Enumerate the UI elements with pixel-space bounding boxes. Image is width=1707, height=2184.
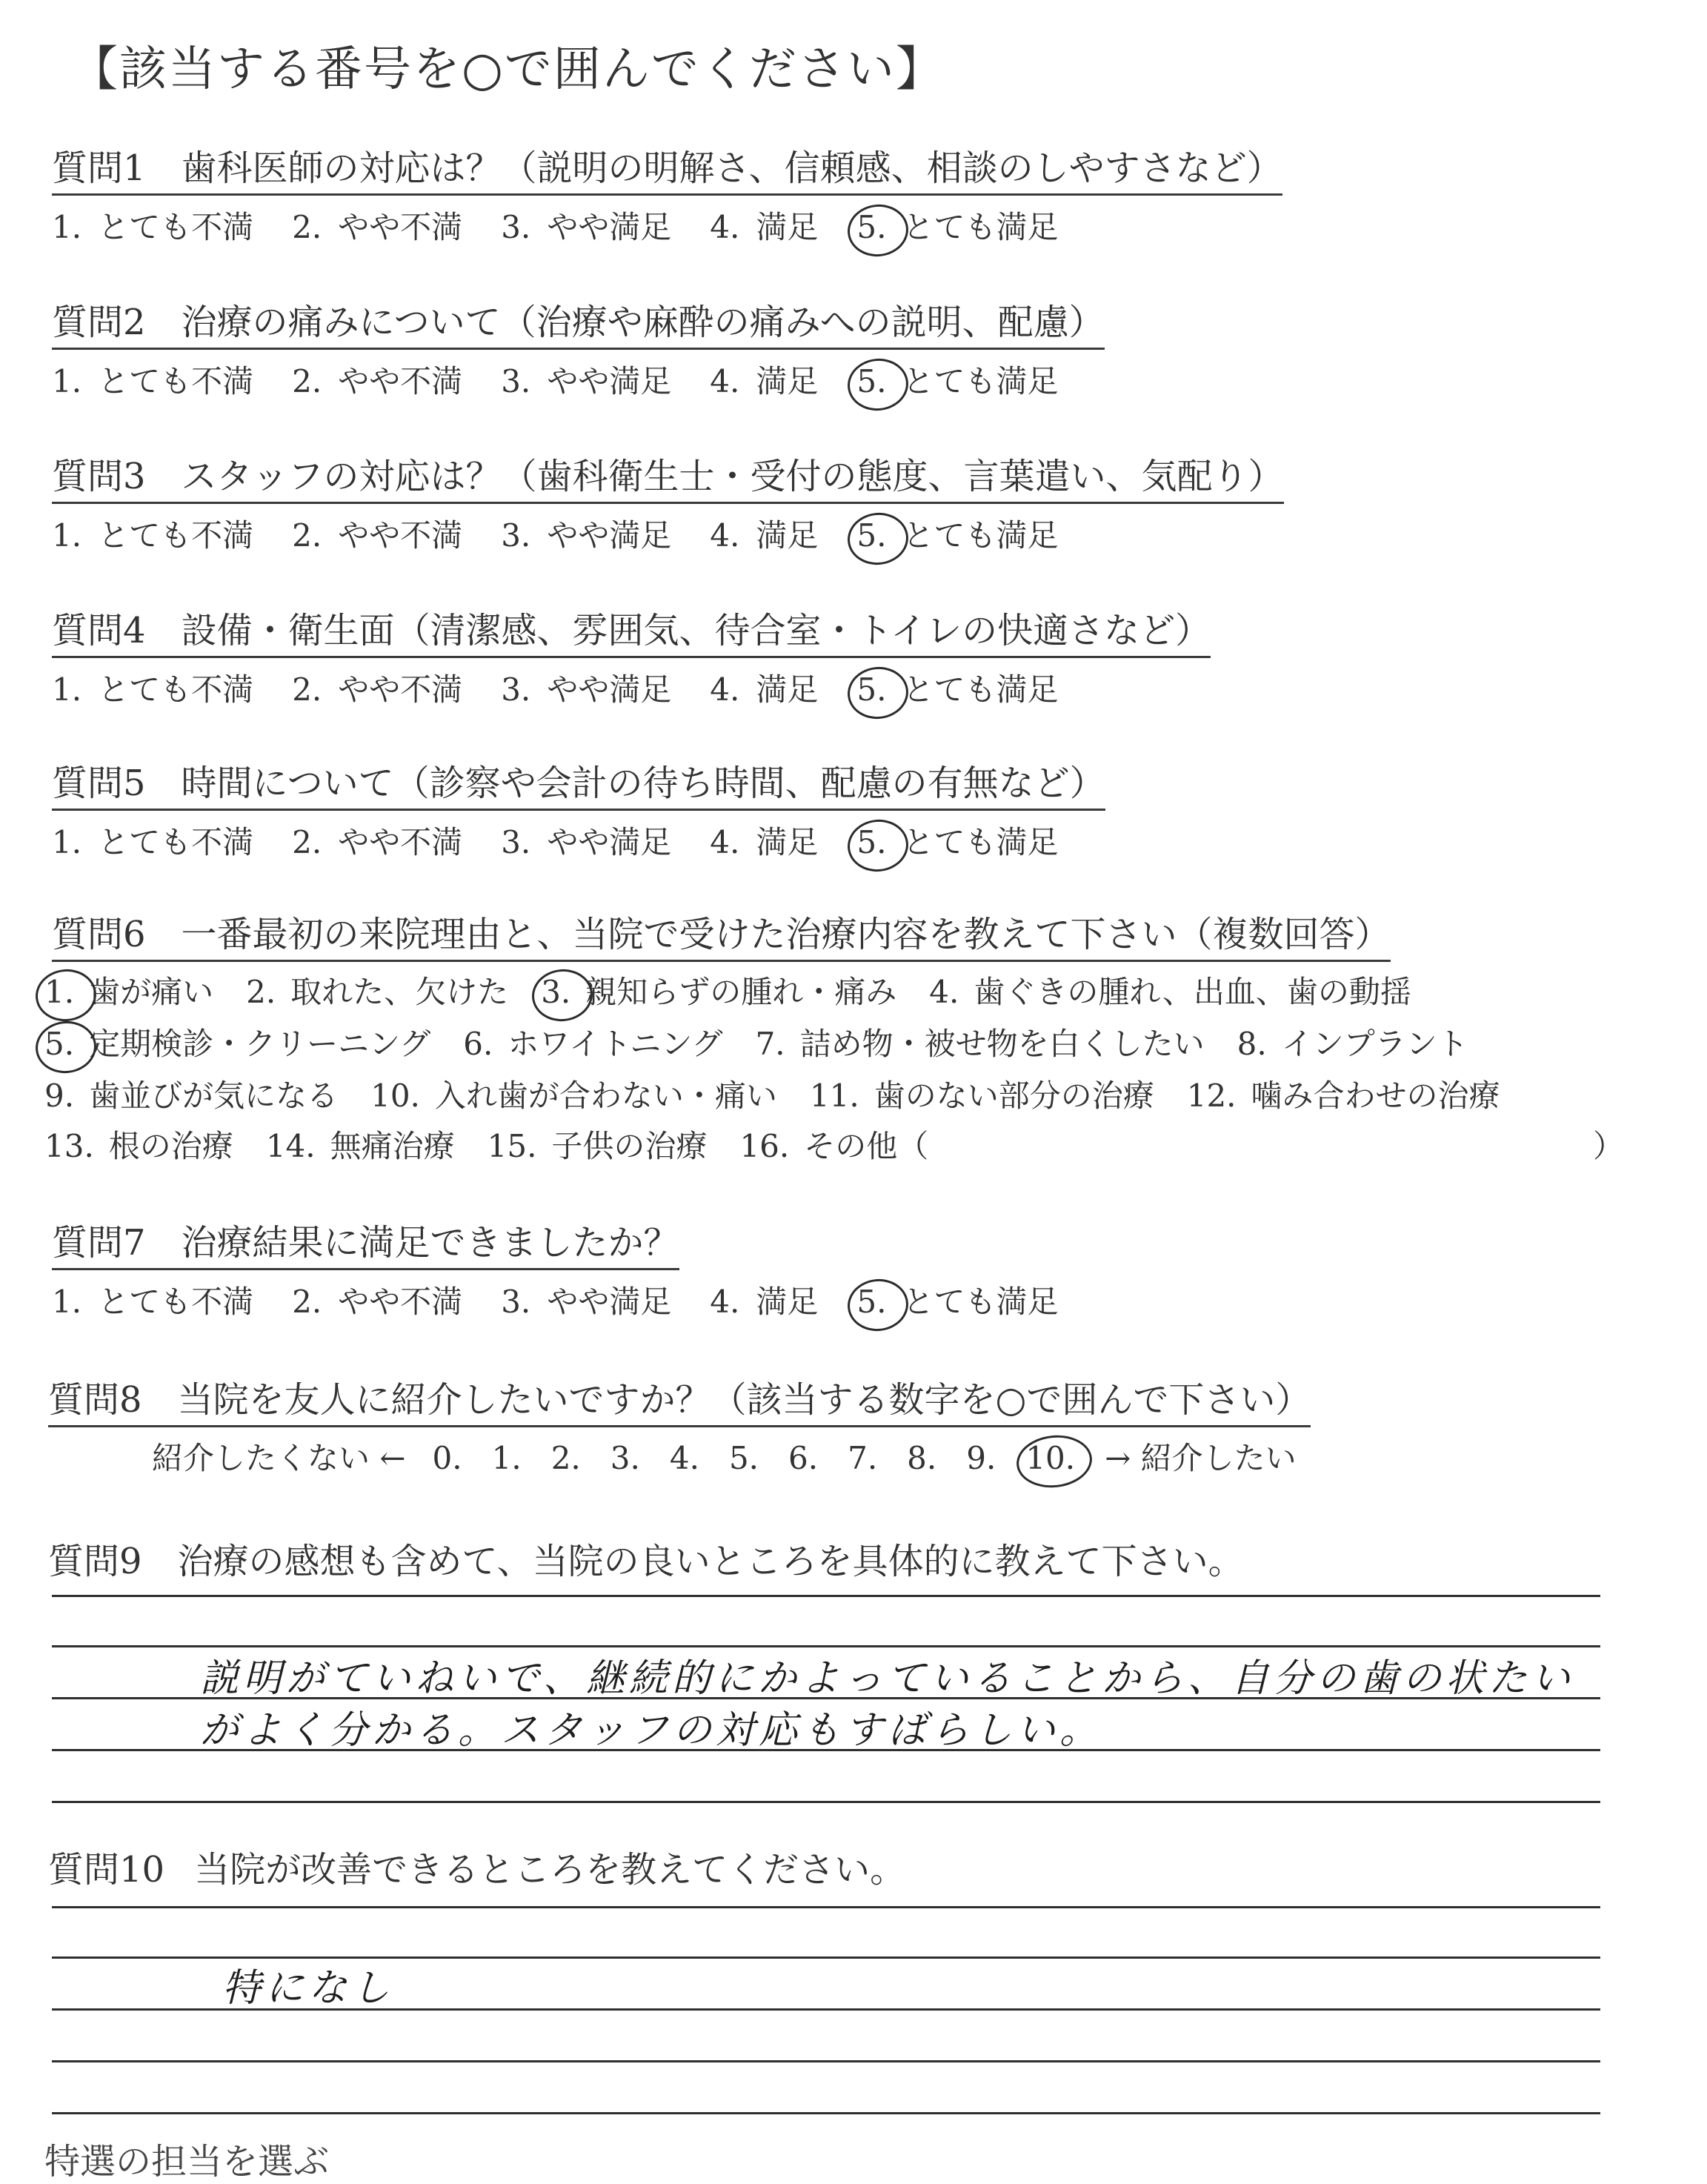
q5-label: 質問5 [52,763,146,804]
q6-option-number: 2. [246,974,276,1010]
q3-option-number: 4. [710,517,740,554]
q1-option-number: 3. [501,209,531,245]
q6-option-row [44,1020,1501,1064]
q2-label: 質問2 [52,302,146,343]
q3-option-number: 3. [501,517,531,554]
q6-option-text: 親知らずの腫れ・痛み [585,974,897,1010]
q1-option-number: 2. [292,209,322,245]
q5-text: 時間について（診察や会計の待ち時間、配慮の有無など） [181,763,1105,804]
q2-option [501,357,671,402]
q1-option-number: 1. [52,209,82,245]
q6-option [488,1122,708,1166]
q7-option [501,1278,671,1322]
q5-option-text: とても満足 [902,824,1059,860]
q6-option [739,1122,928,1166]
q8-right-label: → 紹介したい [1105,1440,1297,1476]
q8-scale-value: 8. [907,1440,937,1476]
q2-option-text: やや満足 [547,363,672,399]
q5-option-number: 5. [856,824,887,860]
q10-writing-line [52,1906,1600,1908]
q6-option-number: 12. [1186,1078,1237,1114]
q8-scale-value: 1. [491,1440,522,1476]
q8-left-label: 紹介したくない ← [152,1440,406,1476]
q9-label: 質問9 [48,1541,142,1582]
q6-option-row [44,1072,1533,1116]
q2-option-number: 2. [292,363,322,399]
q3-option-text: やや不満 [338,517,463,554]
q6-option-text: 子供の治療 [551,1128,708,1164]
q6-option-text: 歯ぐきの腫れ、出血、歯の動揺 [974,974,1411,1010]
q5-option-text: 満足 [756,824,819,860]
q5-option-number: 1. [52,824,82,860]
q6-option-number: 4. [929,974,959,1010]
q6-title [52,906,1391,962]
q6-option-number: 13. [44,1128,94,1164]
q8-label: 質問8 [48,1379,142,1421]
q6-option-number: 16. [739,1128,790,1164]
q3-option [710,511,818,556]
q5-option-text: やや満足 [547,824,672,860]
q1-option [292,203,462,248]
q6-option [44,1072,338,1116]
q1-option [710,203,818,248]
q6-option [463,1020,722,1064]
q6-option-number: 5. [44,1026,75,1062]
q1-option-text: とても不満 [98,209,254,245]
q7-option [856,1278,1058,1322]
q4-option-text: 満足 [756,671,819,708]
q6-option-number: 15. [487,1128,537,1164]
q2-options [52,357,1097,402]
q6-option-number: 3. [541,974,571,1010]
q8-scale-value: 10. [1025,1440,1076,1476]
q3-label: 質問3 [52,456,146,497]
q5-option-text: やや不満 [338,824,463,860]
q4-option-text: とても満足 [902,671,1059,708]
q1-option-number: 5. [856,209,887,245]
q10-label: 質問10 [48,1849,165,1891]
q4-options [52,666,1097,710]
q2-option [856,357,1058,402]
q6-option [1237,1020,1468,1064]
q6-option-number: 14. [265,1128,316,1164]
q1-option [501,203,671,248]
q1-option-text: とても満足 [902,209,1059,245]
q3-option-text: とても満足 [902,517,1059,554]
q9-answer-line-1: 説明がていねいで、継続的にかよっていることから、自分の歯の状たい [200,1656,1574,1701]
q8-scale-value: 5. [728,1440,759,1476]
q9-writing-line [52,1595,1600,1597]
q9-text: 治療の感想も含めて、当院の良いところを具体的に教えて下さい。 [177,1541,1244,1582]
q2-option-number: 5. [856,363,887,399]
q7-option-number: 5. [856,1284,887,1320]
q6-option-text: 無痛治療 [330,1128,455,1164]
q5-options [52,818,1097,863]
q1-text: 歯科医師の対応は？（説明の明解さ、信頼感、相談のしやすさなど） [181,147,1282,189]
q6-option [246,968,508,1012]
q5-option [501,818,671,863]
q6-option [370,1072,777,1116]
q7-option-text: やや満足 [547,1284,672,1320]
q4-option-text: やや満足 [547,671,672,708]
q8-title [48,1371,1311,1427]
q6-option-number: 6. [463,1026,493,1062]
q6-option [44,1122,233,1166]
q6-option-row [44,968,1444,1012]
q4-option-number: 5. [856,671,887,708]
q3-option [501,511,671,556]
q5-option-number: 4. [710,824,740,860]
q2-option-text: とても満足 [902,363,1059,399]
q7-option-number: 1. [52,1284,82,1320]
q2-option-text: とても不満 [98,363,254,399]
q7-option-text: とても満足 [902,1284,1059,1320]
q2-option-number: 4. [710,363,740,399]
q6-option-number: 9. [44,1078,75,1114]
q5-option-number: 2. [292,824,322,860]
q7-option-text: やや不満 [338,1284,463,1320]
q7-option-number: 4. [710,1284,740,1320]
page-title: 【該当する番号を○で囲んでください】 [70,42,945,97]
q8-scale-value: 9. [966,1440,996,1476]
q2-option-number: 3. [501,363,531,399]
q2-title [52,293,1105,350]
q8-scale-value: 7. [848,1440,878,1476]
q10-writing-line [52,2112,1600,2114]
q6-option-number: 11. [809,1078,859,1114]
q9-writing-line [52,1801,1600,1803]
q6-option [929,968,1411,1012]
q4-option-text: とても不満 [98,671,254,708]
q1-label: 質問1 [52,147,146,189]
q6-option-text: 歯が痛い [89,974,214,1010]
q7-option-text: とても不満 [98,1284,254,1320]
q3-text: スタッフの対応は？（歯科衛生士・受付の態度、言葉遣い、気配り） [181,456,1284,497]
q10-text: 当院が改善できるところを教えてください。 [194,1849,906,1891]
q6-option [266,1122,455,1166]
q2-option [710,357,818,402]
q6-option-text: 噛み合わせの治療 [1251,1078,1500,1114]
q4-text: 設備・衛生面（清潔感、雰囲気、待合室・トイレの快適さなど） [181,610,1211,651]
q6-option-text: 歯並びが気になる [89,1078,339,1114]
q6-option [756,1020,1205,1064]
q6-option-number: 8. [1237,1026,1267,1062]
q8-scale-value: 6. [788,1440,819,1476]
q4-option-number: 2. [292,671,322,708]
q5-option [292,818,462,863]
q5-title [52,754,1105,811]
q6-option-number: 10. [370,1078,420,1114]
q8-scale [433,1440,1105,1476]
q2-option-number: 1. [52,363,82,399]
q7-option [52,1278,253,1322]
q3-option-text: やや満足 [547,517,672,554]
q8-scale-value: 0. [432,1440,462,1476]
q3-option [52,511,253,556]
q3-title [52,448,1284,504]
q6-option-text: 定期検診・クリーニング [89,1026,431,1062]
q8-scale-value: 3. [610,1440,640,1476]
q6-option [44,968,213,1012]
q4-option [710,666,818,710]
q2-option [52,357,253,402]
q3-option-number: 5. [856,517,887,554]
q4-option-number: 4. [710,671,740,708]
q1-options [52,203,1097,248]
q3-option-number: 2. [292,517,322,554]
q1-option [52,203,253,248]
q3-option [856,511,1058,556]
q2-option-text: 満足 [756,363,819,399]
q1-option-number: 4. [710,209,740,245]
q4-option [292,666,462,710]
q1-option-text: やや不満 [338,209,463,245]
q6-label: 質問6 [52,914,146,955]
q5-option-text: とても不満 [98,824,254,860]
q7-title [52,1214,679,1270]
q8-scale-row [152,1434,1297,1478]
q1-option-text: 満足 [756,209,819,245]
q3-option [292,511,462,556]
q7-option [710,1278,818,1322]
q9-title [48,1533,1244,1584]
q6-option-text: 入れ歯が合わない・痛い [434,1078,777,1114]
q6-option-text: 根の治療 [108,1128,233,1164]
q4-option [52,666,253,710]
q4-option-number: 3. [501,671,531,708]
q6-option [810,1072,1154,1116]
q7-option-number: 2. [292,1284,322,1320]
q6-option [1187,1072,1500,1116]
q4-option-text: やや不満 [338,671,463,708]
q6-option-text: 取れた、欠けた [290,974,509,1010]
q6-option-text: 詰め物・被せ物を白くしたい [799,1026,1205,1062]
q4-option [856,666,1058,710]
q1-option [856,203,1058,248]
q2-option [292,357,462,402]
q4-label: 質問4 [52,610,146,651]
q6-option [541,968,896,1012]
q7-text: 治療結果に満足できましたか？ [181,1222,679,1264]
q7-option-number: 3. [501,1284,531,1320]
q6-option-text: インプラント [1281,1026,1468,1062]
q5-option [710,818,818,863]
q4-option-number: 1. [52,671,82,708]
q1-option-text: やや満足 [547,209,672,245]
q10-title [48,1841,905,1892]
bottom-cut-text: 特選の担当を選ぶ [44,2141,330,2183]
q4-title [52,602,1211,658]
q7-option-text: 満足 [756,1284,819,1320]
q8-scale-value: 4. [669,1440,699,1476]
q7-options [52,1278,1097,1322]
q2-text: 治療の痛みについて（治療や麻酔の痛みへの説明、配慮） [181,302,1105,343]
q7-label: 質問7 [52,1222,146,1264]
q5-option [856,818,1058,863]
q9-answer-line-2: がよく分かる。スタッフの対応もすばらしい。 [200,1708,1103,1753]
q6-option-row [44,1122,961,1166]
q6-text: 一番最初の来院理由と、当院で受けた治療内容を教えて下さい（複数回答） [181,914,1391,955]
q10-writing-line [52,2060,1600,2062]
q6-option-number: 7. [755,1026,785,1062]
q3-option-text: とても不満 [98,517,254,554]
q3-option-text: 満足 [756,517,819,554]
q6-option-text: ホワイトニング [508,1026,723,1062]
q4-option [501,666,671,710]
q10-answer: 特になし [222,1966,395,2011]
q6-option-number: 1. [44,974,75,1010]
q3-options [52,511,1097,556]
q5-option [52,818,253,863]
q3-option-number: 1. [52,517,82,554]
q6-option-text: その他（ [804,1128,929,1164]
q8-text: 当院を友人に紹介したいですか？（該当する数字を○で囲んで下さい） [177,1379,1311,1421]
q6-option [44,1020,430,1064]
q2-option-text: やや不満 [338,363,463,399]
q1-title [52,139,1282,196]
q6-option-text: 歯のない部分の治療 [874,1078,1154,1114]
q8-scale-value: 2. [550,1440,581,1476]
q6-other-close: ） [1593,1128,1625,1164]
q5-option-number: 3. [501,824,531,860]
q7-option [292,1278,462,1322]
